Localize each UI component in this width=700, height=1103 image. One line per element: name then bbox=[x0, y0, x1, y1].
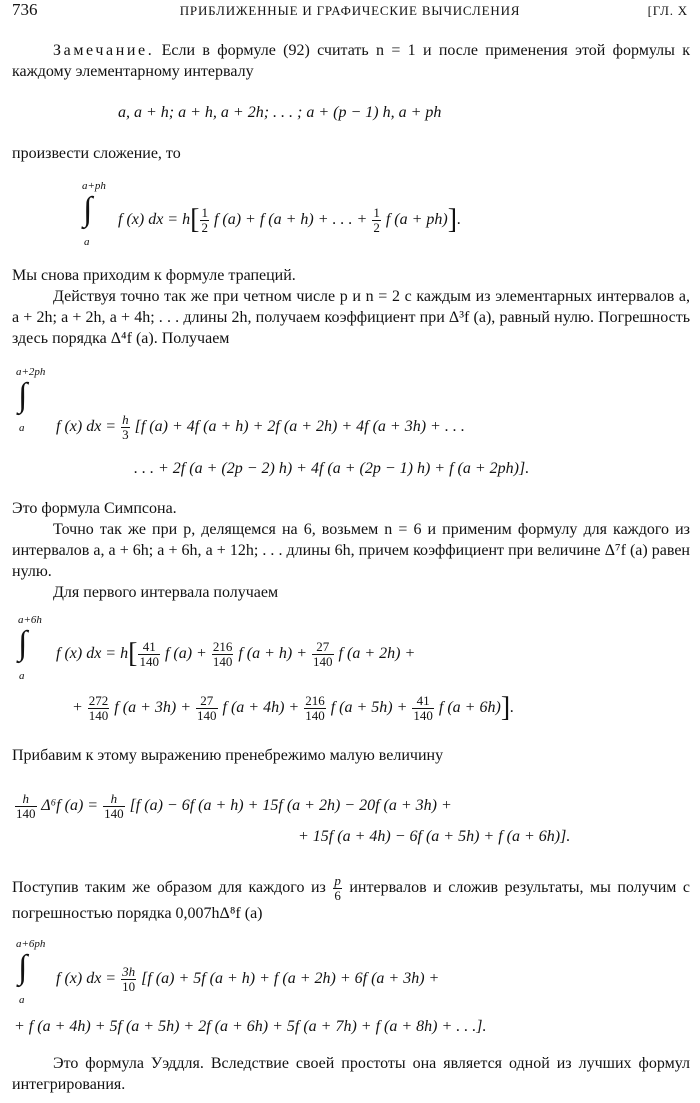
formula-line-2: . . . + 2f (a + (2p − 2) h) + 4f (a + (2p − 1) h) + f (a + 2ph)]. bbox=[134, 460, 530, 477]
paragraph-weddle-intro: Точно так же при p, делящемся на 6, возьмем n = 6 и применим формулу для каждого из интервалов a, a + 6h; a + 6h, a + 12h; . . . длины 6h, причем коэффициент при величине Δ⁷f (a) равен нулю. bbox=[12, 521, 690, 580]
fraction-denominator: 10 bbox=[122, 979, 136, 994]
integral-lower-limit: a bbox=[19, 670, 25, 682]
running-title: ПРИБЛИЖЕННЫЕ И ГРАФИЧЕСКИЕ ВЫЧИСЛЕНИЯ bbox=[179, 3, 521, 18]
fraction-denominator: 2 bbox=[201, 220, 208, 235]
integral-upper-limit: a+ph bbox=[82, 180, 106, 192]
integral-lower-limit: a bbox=[84, 236, 90, 248]
paragraph-first-interval: Для первого интервала получаем bbox=[53, 584, 279, 601]
fraction-denominator: 2 bbox=[373, 220, 380, 235]
integral-sign: ∫ bbox=[18, 377, 28, 414]
formula-line-1: [f (a) − 6f (a + h) + 15f (a + 2h) − 20f (a + 3h) + bbox=[129, 797, 452, 815]
formula-end: f (a + ph) bbox=[385, 211, 448, 229]
term: f (a + 3h) + bbox=[114, 699, 191, 717]
term: f (a + 2h) + bbox=[338, 645, 416, 663]
chapter-label: [ГЛ. X bbox=[647, 3, 688, 18]
integral-upper-limit: a+2ph bbox=[16, 366, 46, 378]
paragraph-simpson-intro: Действуя точно так же при четном числе p и n = 2 с каждым из элементарных интервалов a, a + 2h; a + 2h, a + 4h; . . . длины 2h, получаем коэффициент при Δ³f (a), равный нулю. Погрешность здесь порядка Δ⁴f (a). Получаем bbox=[12, 288, 690, 347]
remark-label: Замечание. bbox=[53, 42, 155, 59]
fraction-numerator: 1 bbox=[373, 205, 380, 220]
integral-upper-limit: a+6ph bbox=[16, 938, 46, 950]
formula-lhs: f (x) dx = h bbox=[56, 645, 129, 663]
intervals-formula: a, a + h; a + h, a + 2h; . . . ; a + (p − 1) h, a + ph bbox=[118, 104, 442, 121]
paragraph-weddle: Это формула Уэддля. Вследствие своей простоты она является одной из лучших формул интегрирования. bbox=[12, 1055, 690, 1093]
formula-line-1: [f (a) + 4f (a + h) + 2f (a + 2h) + 4f (a + 3h) + . . . bbox=[134, 418, 465, 436]
formula-lhs: f (x) dx = bbox=[56, 418, 117, 436]
term: f (a + h) + bbox=[238, 645, 308, 663]
paragraph-add-term: Прибавим к этому выражению пренебрежимо малую величину bbox=[12, 747, 444, 764]
formula-line-1: [f (a) + 5f (a + h) + f (a + 2h) + 6f (a + 3h) + bbox=[141, 970, 440, 988]
term: f (a + 5h) + bbox=[330, 699, 408, 717]
fraction-denominator: 3 bbox=[122, 427, 129, 442]
formula-lhs: f (x) dx = bbox=[56, 970, 117, 988]
remark-paragraph bbox=[12, 40, 690, 82]
fraction-denominator: 140 bbox=[16, 806, 36, 821]
book-page: 736 ПРИБЛИЖЕННЫЕ И ГРАФИЧЕСКИЕ ВЫЧИСЛЕНИЯ [ГЛ. X Замечание. Если в формуле (92) считать n = 1 и после применения этой формулы к каждому элементарному интервалу a, a + h; a + h, a + 2h; . . . ; a + (p − 1) h, a + ph произвести сложение, то a+ph ∫ a f (x) dx = h[ $\frac{1}{2}$ f (a) + f (a + h) + . . . + $\frac{1}{2}$ f (a + ph)]. Мы снова приходим к формуле трапеций. Действуя точно так же при четном числе p и n = 2 с каждым из элементарных интервалов a, a + 2h; a + 2h, a + 4h; . . . длины 2h, получаем коэффициент при Δ³f (a), равный нулю. Погрешность здесь порядка Δ⁴f (a). Получаем a+2ph ∫ a f (x) dx = $\frac{h}{3}$ [f (a) + 4f (a + h) + 2f (a + 2h) + 4f (a + 3h) + . . . . . . + 2f (a + (2p − 2) h) + 4f (a + (2p − 1) h) + f (a + 2ph)]. Это формула Симпсона. Точно так же при p, делящемся на 6, возьмем n = 6 и применим формулу для каждого из интервалов a, a + 6h; a + 6h, a + 12h; . . . длины 6h, причем коэффициент при величине Δ⁷f (a) равен нулю. Для первого интервала получаем a+6h ∫ a f (x) dx = h[ $\frac{41}{140}$ f (a) + $\frac{216}{140}$ f (a + h) + $\frac{27}{140}$ f (a + 2h) + + $\frac{272}{140}$ f (a + 3h) + $\frac{27}{140}$ f (a + 4h) + $\frac{216}{140}$ f (a + 5h) + $\frac{41}{140}$ f (a + 6h)]. Прибавим к этому выражению пренебрежимо малую величину $\frac{h}{140}$ Δ⁶f (a) = $\frac{h}{140}$ [f (a) − 6f (a + h) + 15f (a + 2h) − 20f (a + 3h) + + 15f (a + 4h) − 6f (a + 5h) + f (a + 6h)]. Поступив таким же образом для каждого из $\frac{p}{6}$ интервалов и сложив результаты, мы получим с погрешностью порядка 0,007hΔ⁸f (a) a+6ph ∫ a f (x) dx = $\frac{3h}{10}$ [f (a) + 5f (a + h) + f (a + 2h) + 6f (a + 3h) + + f (a + 4h) + 5f (a + 5h) + 2f (a + 6h) + 5f (a + 7h) + f (a + 8h) + . . .]. Это формула Уэддля. Вследствие своей простоты она является одной из лучших формул интегрирования. bbox=[12, 0, 691, 1093]
term: f (a + 6h) bbox=[438, 699, 501, 717]
running-header bbox=[12, 0, 688, 24]
page-number: 736 bbox=[12, 0, 38, 19]
integral-lower-limit: a bbox=[19, 994, 25, 1006]
term: f (a + 4h) + bbox=[222, 699, 300, 717]
integral-sign: ∫ bbox=[18, 625, 28, 662]
formula-line-2: + 15f (a + 4h) − 6f (a + 5h) + f (a + 6h)]. bbox=[298, 828, 571, 845]
integral-lower-limit: a bbox=[19, 422, 25, 434]
fraction-numerator: 3h bbox=[122, 964, 136, 979]
paragraph-summation: произвести сложение, то bbox=[12, 145, 181, 162]
paragraph-weddle-derivation: Поступив таким же образом для каждого из $\frac{p}{6}$ интервалов и сложив результаты, мы получим с погрешностью порядка 0,007hΔ⁸f (a) bbox=[12, 873, 691, 922]
formula-line-2: + f (a + 4h) + 5f (a + 5h) + 2f (a + 6h) + 5f (a + 7h) + f (a + 8h) + . . .]. bbox=[14, 1018, 487, 1035]
formula-lhs: f (x) dx = h bbox=[118, 211, 191, 229]
fraction-numerator: h bbox=[122, 412, 129, 427]
remark-text: Если в формуле (92) считать n = 1 и после применения этой формулы к каждому элементарному интервалу bbox=[12, 42, 690, 80]
fraction-numerator: 1 bbox=[201, 205, 208, 220]
integral-upper-limit: a+6h bbox=[18, 614, 42, 626]
formula-middle: f (a) + f (a + h) + . . . + bbox=[213, 211, 368, 229]
formula-close: . bbox=[457, 211, 462, 229]
formula-lhs: Δ⁶f (a) = bbox=[41, 797, 99, 815]
paragraph-simpson: Это формула Симпсона. bbox=[12, 500, 177, 517]
term: f (a) + bbox=[164, 645, 207, 663]
fraction-numerator: h bbox=[22, 791, 29, 806]
integral-sign: ∫ bbox=[18, 949, 28, 986]
integral-sign: ∫ bbox=[83, 191, 93, 228]
paragraph-trapezoid: Мы снова приходим к формуле трапеций. bbox=[12, 267, 296, 284]
